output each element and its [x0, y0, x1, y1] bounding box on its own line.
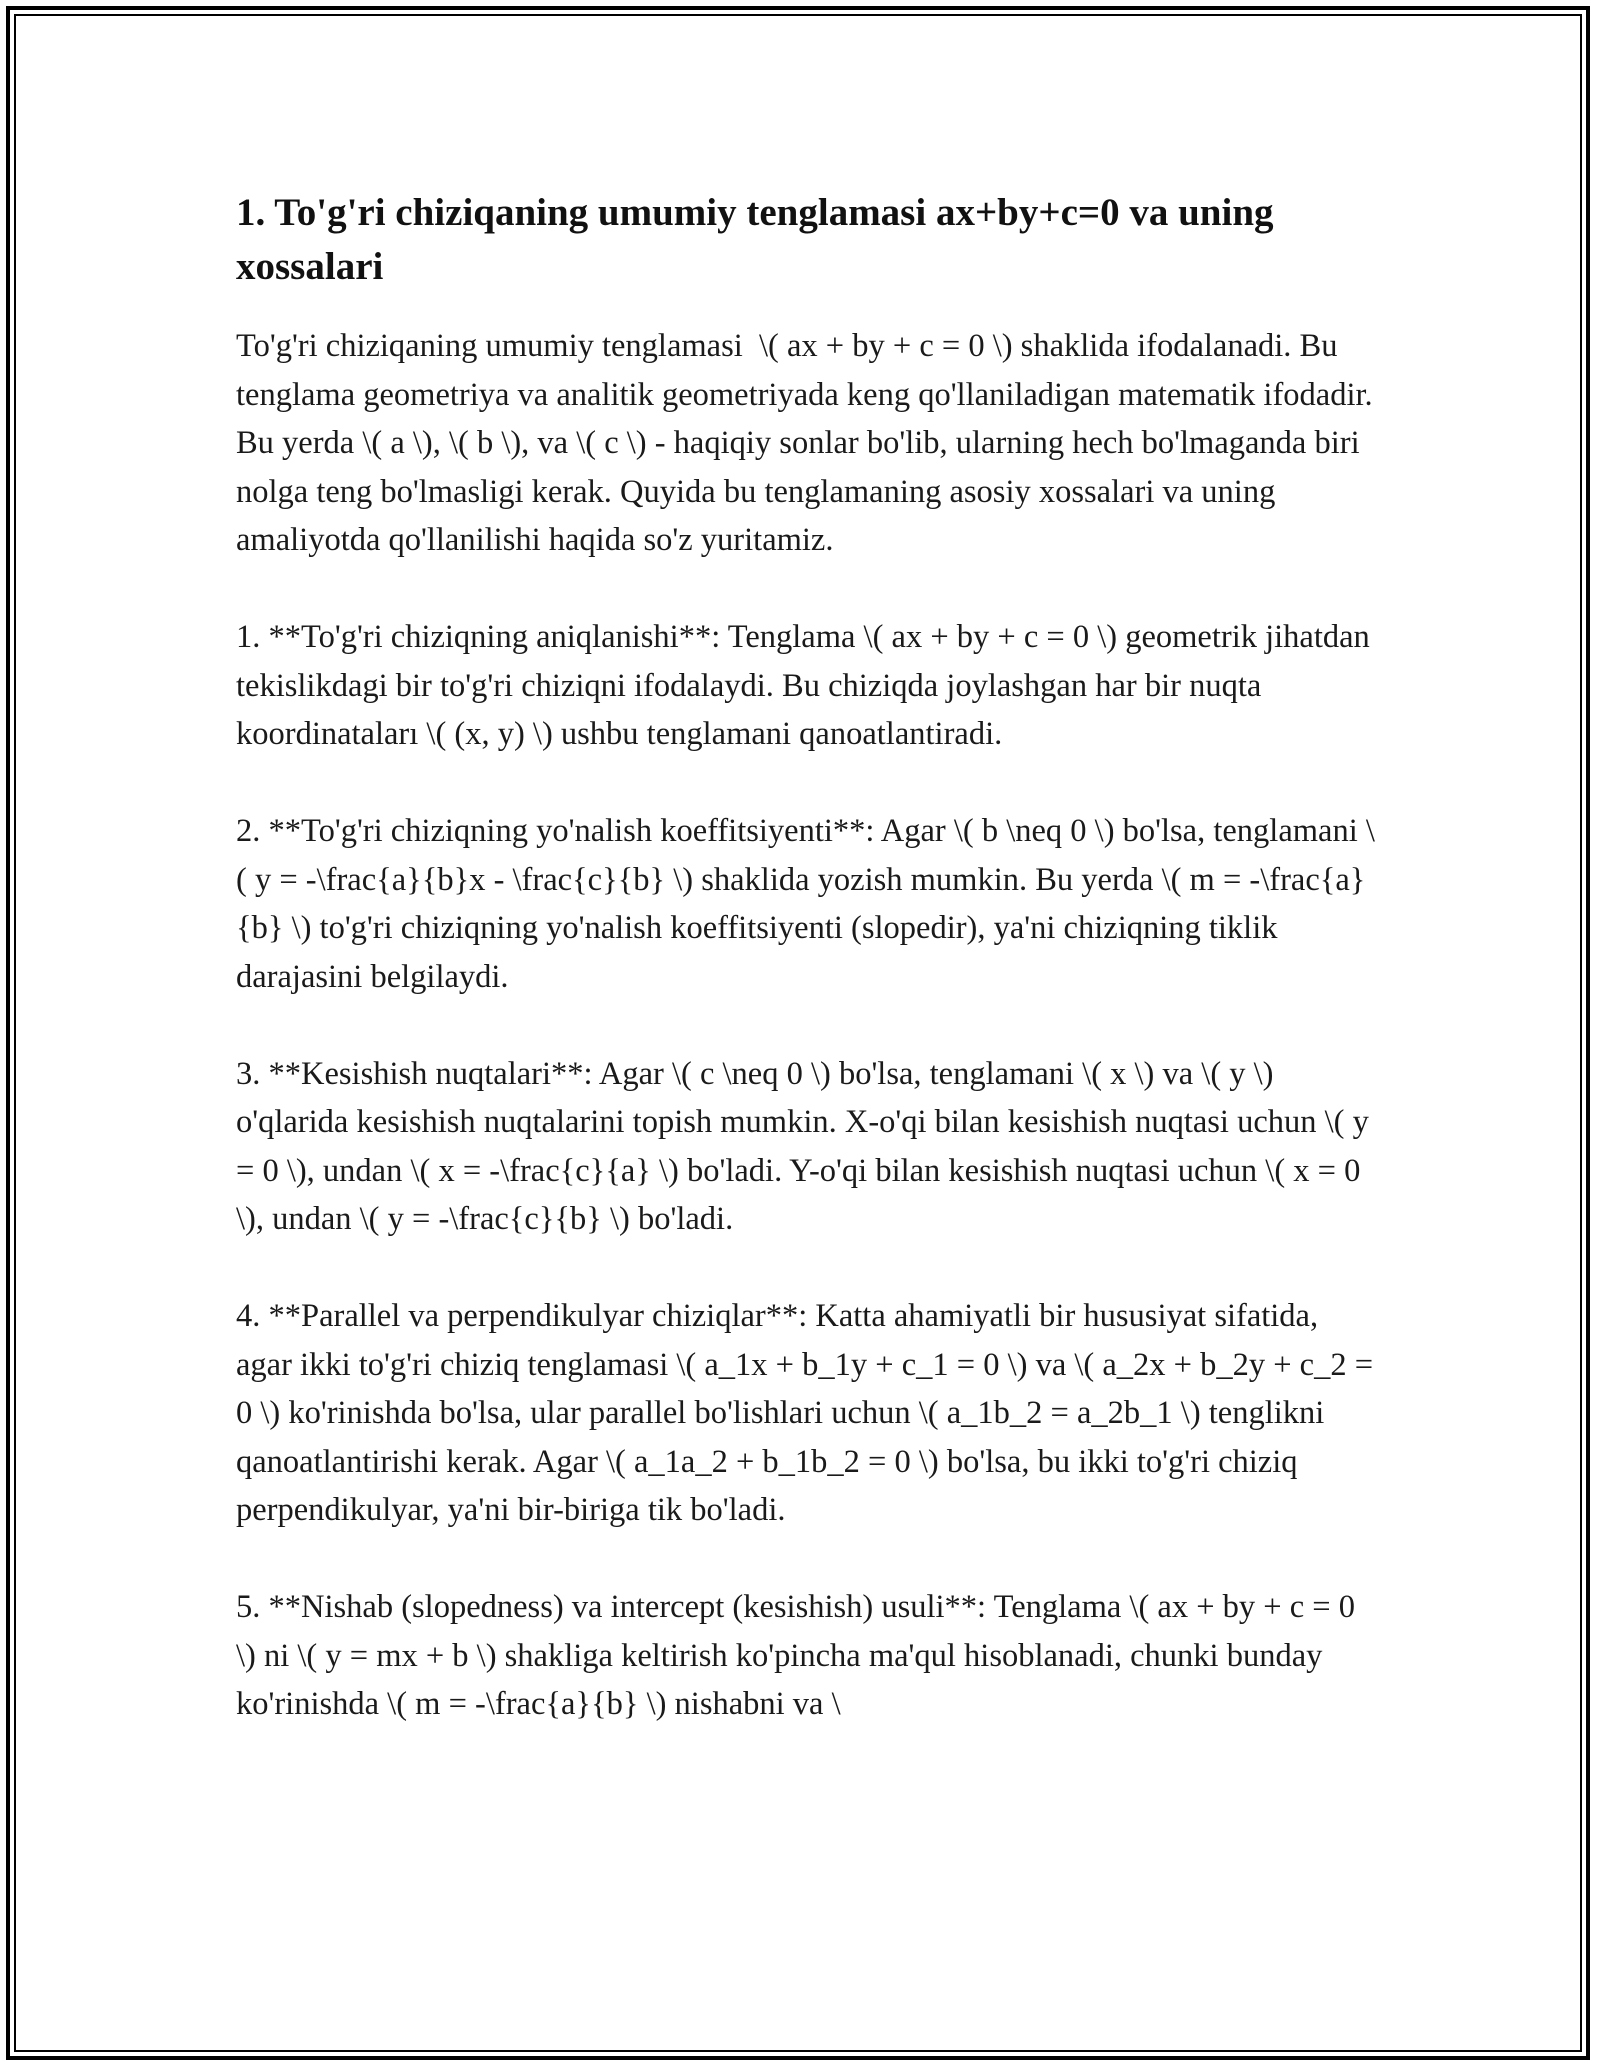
paragraph-slope-intercept-method: 5. **Nishab (slopedness) va intercept (kesishish) usuli**: Tenglama \( ax + by + c = 0 \) ni \( y = mx + b \) shakliga keltirish ko'pincha ma'qul hisoblanadi, chunki bunday ko'rinishda \( m = -\frac{a}{b} \) nishabni va \: [236, 1589, 1364, 1722]
paragraph-slope: 2. **To'g'ri chiziqning yo'nalish koeffitsiyenti**: Agar \( b \neq 0 \) bo'lsa, tenglamani \( y = -\frac{a}{b}x - \frac{c}{b} \) shaklida yozish mumkin. Bu yerda \( m = -\frac{a}{b} \) to'g'ri chiziqning yo'nalish koeffitsiyenti (slopedir), ya'ni chiziqning tiklik darajasini belgilaydi.: [236, 813, 1375, 995]
page-title: 1. To'g'ri chiziqaning umumiy tenglamasi ax+by+c=0 va uning xossalari: [236, 191, 1274, 288]
paragraph-intercepts: 3. **Kesishish nuqtalari**: Agar \( c \neq 0 \) bo'lsa, tenglamani \( x \) va \( y \) o'qlarida kesishish nuqtalarini topish mumkin. X-o'qi bilan kesishish nuqtasi uchun \( y = 0 \), undan \( x = -\frac{c}{a} \) bo'ladi. Y-o'qi bilan kesishish nuqtasi uchun \( x = 0 \), undan \( y = -\frac{c}{b} \) bo'ladi.: [236, 1055, 1377, 1237]
intro-paragraph: To'g'ri chiziqaning umumiy tenglamasi \( ax + by + c = 0 \) shaklida ifodalanadi. Bu tenglama geometriya va analitik geometriyada keng qo'llaniladigan matematik ifodadir. Bu yerda \( a \), \( b \), va \( c \) - haqiqiy sonlar bo'lib, ularning hech bo'lmaganda biri nolga teng bo'lmasligi kerak. Quyida bu tenglamaning asosiy xossalari va uning amaliyotda qo'llanilishi haqida so'z yuritamiz.: [236, 328, 1381, 558]
paragraph-line-definition: 1. **To'g'ri chiziqning aniqlanishi**: Tenglama \( ax + by + c = 0 \) geometrik jihatdan tekislikdagi bir to'g'ri chiziqni ifodalaydi. Bu chiziqda joylashgan har bir nuqta koordinataları \( (x, y) \) ushbu tenglamani qanoatlantiradi.: [236, 619, 1378, 752]
paragraph-parallel-perpendicular: 4. **Parallel va perpendikulyar chiziqlar**: Katta ahamiyatli bir hususiyat sifatida, agar ikki to'g'ri chiziq tenglamasi \( a_1x + b_1y + c_1 = 0 \) va \( a_2x + b_2y + c_2 = 0 \) ko'rinishda bo'lsa, ular parallel bo'lishlari uchun \( a_1b_2 = a_2b_1 \) tenglikni qanoatlantirishi kerak. Agar \( a_1a_2 + b_1b_2 = 0 \) bo'lsa, bu ikki to'g'ri chiziq perpendikulyar, ya'ni bir-biriga tik bo'ladi.: [236, 1298, 1382, 1528]
document-body: [236, 186, 1382, 1729]
